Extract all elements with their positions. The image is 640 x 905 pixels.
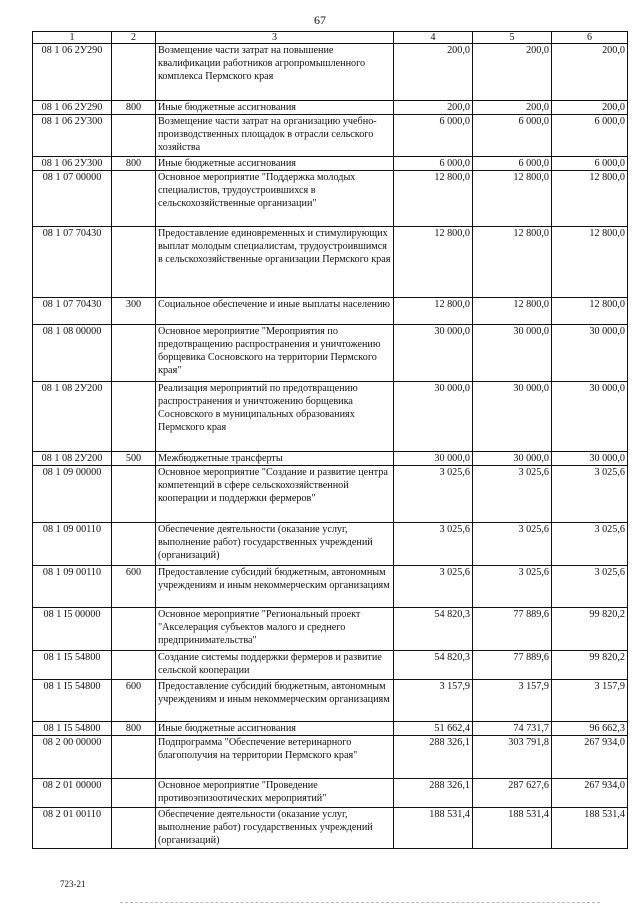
row-value-col4-cell: 12 800,0 <box>394 171 473 227</box>
table-header <box>33 32 628 44</box>
row-code-cell: 08 1 08 2У200 <box>33 452 112 466</box>
bottom-divider <box>120 902 600 904</box>
row-expense-type-cell: 600 <box>112 566 156 608</box>
row-value-col6-cell: 12 800,0 <box>552 227 628 298</box>
row-name-cell: Основное мероприятие "Поддержка молодых специалистов, трудоустроившихся в сельскохозяйственные организации" <box>156 171 394 227</box>
row-value-col5-cell: 12 800,0 <box>473 227 552 298</box>
row-value-col4-cell: 12 800,0 <box>394 298 473 325</box>
row-value-col4-cell: 54 820,3 <box>394 608 473 651</box>
row-name-cell: Создание системы поддержки фермеров и развитие сельской кооперации <box>156 651 394 680</box>
row-value-col4-cell: 288 326,1 <box>394 779 473 808</box>
row-value-col6-cell: 6 000,0 <box>552 157 628 171</box>
row-value-col5-cell: 200,0 <box>473 101 552 115</box>
row-name-cell: Межбюджетные трансферты <box>156 452 394 466</box>
row-value-col6-cell: 6 000,0 <box>552 115 628 157</box>
row-name-cell: Основное мероприятие "Проведение противоэпизоотических мероприятий" <box>156 779 394 808</box>
row-value-col6-cell: 3 025,6 <box>552 523 628 566</box>
row-value-col5-cell: 3 157,9 <box>473 680 552 722</box>
table-row <box>33 523 628 566</box>
row-value-col5-cell: 3 025,6 <box>473 566 552 608</box>
table-row <box>33 227 628 298</box>
row-value-col4-cell: 12 800,0 <box>394 227 473 298</box>
row-expense-type-cell <box>112 779 156 808</box>
row-expense-type-cell: 500 <box>112 452 156 466</box>
row-name-cell: Реализация мероприятий по предотвращению распространения и уничтожению борщевика Сосновского в муниципальных образованиях Пермского края <box>156 382 394 452</box>
header-cell-1: 1 <box>33 32 112 44</box>
budget-table <box>32 31 628 849</box>
row-expense-type-cell: 600 <box>112 680 156 722</box>
row-value-col6-cell: 12 800,0 <box>552 298 628 325</box>
row-code-cell: 08 1 07 00000 <box>33 171 112 227</box>
row-code-cell: 08 1 I5 54800 <box>33 680 112 722</box>
row-value-col6-cell: 267 934,0 <box>552 779 628 808</box>
row-name-cell: Основное мероприятие "Создание и развитие центра компетенций в сфере сельскохозяйственной кооперации и поддержки фермеров" <box>156 466 394 523</box>
row-code-cell: 08 1 09 00110 <box>33 566 112 608</box>
row-value-col4-cell: 188 531,4 <box>394 808 473 849</box>
row-code-cell: 08 1 I5 00000 <box>33 608 112 651</box>
row-value-col6-cell: 30 000,0 <box>552 382 628 452</box>
row-expense-type-cell <box>112 808 156 849</box>
row-value-col6-cell: 3 025,6 <box>552 566 628 608</box>
row-value-col4-cell: 200,0 <box>394 101 473 115</box>
row-value-col5-cell: 200,0 <box>473 44 552 101</box>
row-value-col6-cell: 267 934,0 <box>552 736 628 779</box>
row-value-col5-cell: 30 000,0 <box>473 452 552 466</box>
table-row <box>33 44 628 101</box>
row-value-col5-cell: 12 800,0 <box>473 171 552 227</box>
row-expense-type-cell <box>112 115 156 157</box>
row-name-cell: Иные бюджетные ассигнования <box>156 101 394 115</box>
row-expense-type-cell <box>112 651 156 680</box>
row-value-col4-cell: 3 157,9 <box>394 680 473 722</box>
row-value-col5-cell: 12 800,0 <box>473 298 552 325</box>
row-code-cell: 08 1 07 70430 <box>33 227 112 298</box>
row-value-col4-cell: 3 025,6 <box>394 466 473 523</box>
row-code-cell: 08 1 07 70430 <box>33 298 112 325</box>
row-expense-type-cell: 800 <box>112 157 156 171</box>
table-row <box>33 115 628 157</box>
row-expense-type-cell <box>112 608 156 651</box>
header-cell-6: 6 <box>552 32 628 44</box>
table-row <box>33 466 628 523</box>
row-code-cell: 08 1 09 00110 <box>33 523 112 566</box>
row-expense-type-cell <box>112 382 156 452</box>
row-expense-type-cell: 800 <box>112 722 156 736</box>
row-value-col5-cell: 303 791,8 <box>473 736 552 779</box>
row-value-col5-cell: 30 000,0 <box>473 325 552 382</box>
row-expense-type-cell: 800 <box>112 101 156 115</box>
header-row <box>33 32 628 44</box>
row-value-col5-cell: 6 000,0 <box>473 157 552 171</box>
row-code-cell: 08 1 08 00000 <box>33 325 112 382</box>
row-name-cell: Основное мероприятие "Региональный проект "Акселерация субъектов малого и среднего предпринимательства" <box>156 608 394 651</box>
row-expense-type-cell <box>112 736 156 779</box>
row-expense-type-cell: 300 <box>112 298 156 325</box>
table-row <box>33 722 628 736</box>
row-value-col4-cell: 30 000,0 <box>394 452 473 466</box>
row-name-cell: Иные бюджетные ассигнования <box>156 722 394 736</box>
row-value-col6-cell: 3 025,6 <box>552 466 628 523</box>
header-cell-5: 5 <box>473 32 552 44</box>
row-value-col5-cell: 77 889,6 <box>473 651 552 680</box>
row-value-col5-cell: 77 889,6 <box>473 608 552 651</box>
row-value-col5-cell: 3 025,6 <box>473 466 552 523</box>
row-value-col4-cell: 3 025,6 <box>394 566 473 608</box>
row-value-col5-cell: 30 000,0 <box>473 382 552 452</box>
row-value-col4-cell: 54 820,3 <box>394 651 473 680</box>
table-row <box>33 566 628 608</box>
row-name-cell: Возмещение части затрат на организацию учебно-производственных площадок в отрасли сельского хозяйства <box>156 115 394 157</box>
row-value-col6-cell: 99 820,2 <box>552 651 628 680</box>
row-value-col6-cell: 3 157,9 <box>552 680 628 722</box>
row-name-cell: Обеспечение деятельности (оказание услуг, выполнение работ) государственных учреждений (организаций) <box>156 808 394 849</box>
row-value-col6-cell: 200,0 <box>552 44 628 101</box>
header-cell-2: 2 <box>112 32 156 44</box>
row-code-cell: 08 2 01 00000 <box>33 779 112 808</box>
table-row <box>33 325 628 382</box>
table-row <box>33 171 628 227</box>
header-cell-4: 4 <box>394 32 473 44</box>
table-row <box>33 808 628 849</box>
row-name-cell: Социальное обеспечение и иные выплаты населению <box>156 298 394 325</box>
row-name-cell: Основное мероприятие "Мероприятия по предотвращению распространения и уничтожению борщевика Сосновского на территории Пермского края" <box>156 325 394 382</box>
row-value-col4-cell: 30 000,0 <box>394 325 473 382</box>
row-value-col4-cell: 6 000,0 <box>394 157 473 171</box>
table-row <box>33 608 628 651</box>
row-value-col5-cell: 188 531,4 <box>473 808 552 849</box>
row-value-col4-cell: 200,0 <box>394 44 473 101</box>
row-name-cell: Обеспечение деятельности (оказание услуг, выполнение работ) государственных учреждений (организаций) <box>156 523 394 566</box>
row-value-col4-cell: 30 000,0 <box>394 382 473 452</box>
table-row <box>33 651 628 680</box>
row-code-cell: 08 1 06 2У300 <box>33 115 112 157</box>
row-name-cell: Подпрограмма "Обеспечение ветеринарного благополучия на территории Пермского края" <box>156 736 394 779</box>
row-expense-type-cell <box>112 523 156 566</box>
row-value-col4-cell: 288 326,1 <box>394 736 473 779</box>
row-code-cell: 08 1 06 2У290 <box>33 101 112 115</box>
row-expense-type-cell <box>112 466 156 523</box>
row-code-cell: 08 1 08 2У200 <box>33 382 112 452</box>
row-name-cell: Предоставление субсидий бюджетным, автономным учреждениям и иным некоммерческим организациям <box>156 566 394 608</box>
header-cell-3: 3 <box>156 32 394 44</box>
table-row <box>33 680 628 722</box>
table-body <box>33 44 628 849</box>
table-row <box>33 101 628 115</box>
row-value-col6-cell: 30 000,0 <box>552 325 628 382</box>
row-code-cell: 08 1 06 2У290 <box>33 44 112 101</box>
footer-document-code: 723-21 <box>60 879 86 889</box>
row-value-col5-cell: 287 627,6 <box>473 779 552 808</box>
row-code-cell: 08 1 06 2У300 <box>33 157 112 171</box>
row-value-col6-cell: 30 000,0 <box>552 452 628 466</box>
row-code-cell: 08 1 I5 54800 <box>33 722 112 736</box>
row-value-col6-cell: 12 800,0 <box>552 171 628 227</box>
table-row <box>33 157 628 171</box>
table-row <box>33 779 628 808</box>
page-number: 67 <box>314 13 326 27</box>
row-value-col6-cell: 200,0 <box>552 101 628 115</box>
row-name-cell: Предоставление единовременных и стимулирующих выплат молодым специалистам, трудоустроившимся в сельскохозяйственные организации Пермского края <box>156 227 394 298</box>
row-expense-type-cell <box>112 171 156 227</box>
row-value-col4-cell: 3 025,6 <box>394 523 473 566</box>
row-name-cell: Иные бюджетные ассигнования <box>156 157 394 171</box>
row-code-cell: 08 2 00 00000 <box>33 736 112 779</box>
row-code-cell: 08 2 01 00110 <box>33 808 112 849</box>
row-code-cell: 08 1 I5 54800 <box>33 651 112 680</box>
row-value-col6-cell: 96 662,3 <box>552 722 628 736</box>
row-value-col4-cell: 6 000,0 <box>394 115 473 157</box>
row-value-col6-cell: 188 531,4 <box>552 808 628 849</box>
row-value-col6-cell: 99 820,2 <box>552 608 628 651</box>
table-row <box>33 736 628 779</box>
row-expense-type-cell <box>112 325 156 382</box>
row-code-cell: 08 1 09 00000 <box>33 466 112 523</box>
row-value-col5-cell: 3 025,6 <box>473 523 552 566</box>
row-expense-type-cell <box>112 227 156 298</box>
row-value-col4-cell: 51 662,4 <box>394 722 473 736</box>
row-value-col5-cell: 74 731,7 <box>473 722 552 736</box>
row-name-cell: Предоставление субсидий бюджетным, автономным учреждениям и иным некоммерческим организациям <box>156 680 394 722</box>
table-row <box>33 298 628 325</box>
table-row <box>33 382 628 452</box>
row-expense-type-cell <box>112 44 156 101</box>
table-row <box>33 452 628 466</box>
row-name-cell: Возмещение части затрат на повышение квалификации работников агропромышленного комплекса Пермского края <box>156 44 394 101</box>
row-value-col5-cell: 6 000,0 <box>473 115 552 157</box>
